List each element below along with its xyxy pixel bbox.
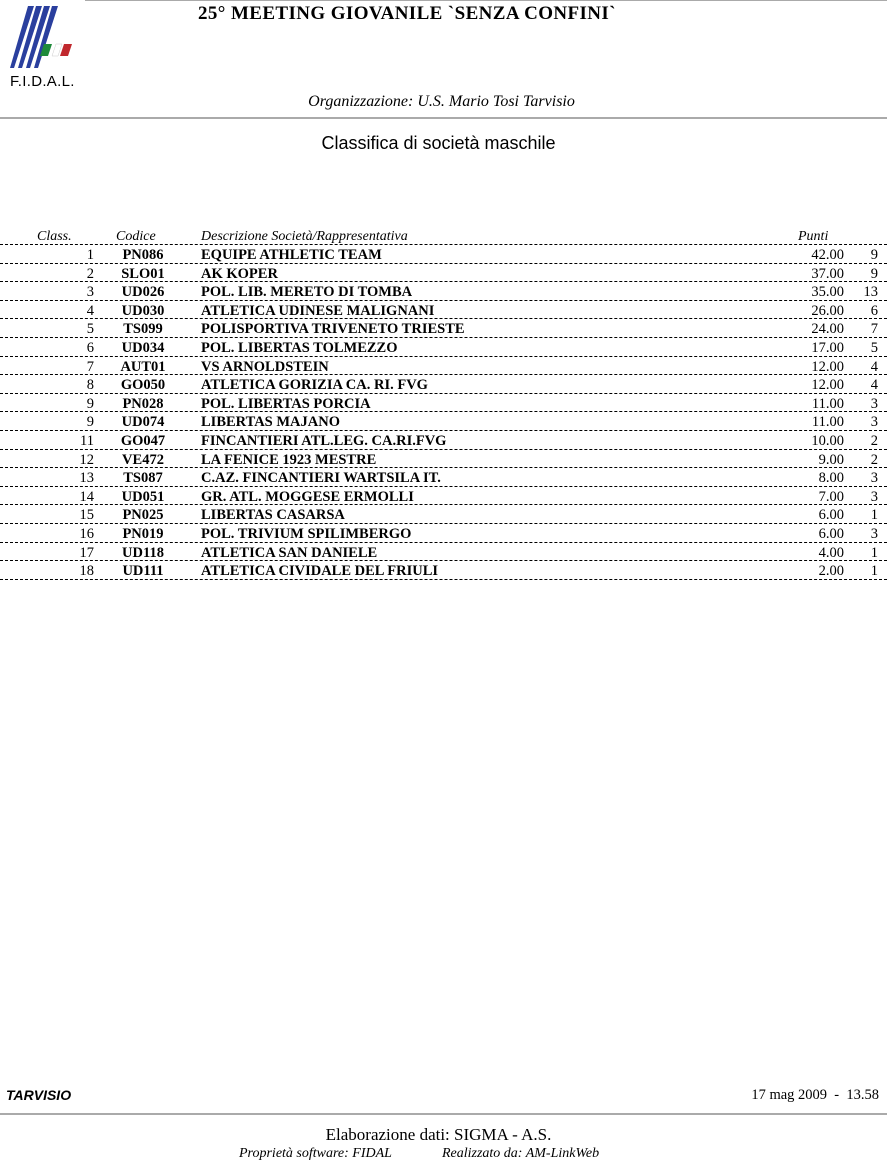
table-row	[0, 468, 887, 487]
row-count: 1	[870, 563, 878, 580]
row-points: 6.00	[818, 525, 844, 542]
table-row	[0, 357, 887, 376]
row-name: POLISPORTIVA TRIVENETO TRIESTE	[201, 321, 465, 338]
row-points: 8.00	[818, 470, 844, 487]
top-rule	[85, 0, 887, 1]
row-rank: 9	[86, 395, 94, 412]
row-code: PN019	[122, 525, 164, 542]
row-name: LA FENICE 1923 MESTRE	[201, 451, 377, 468]
row-code: GO050	[120, 377, 166, 394]
row-code: UD026	[121, 284, 165, 301]
row-code: SLO01	[121, 265, 165, 282]
row-code: PN025	[122, 507, 164, 524]
row-name: LIBERTAS MAJANO	[201, 414, 341, 431]
table-body	[0, 245, 887, 580]
row-rank: 17	[79, 544, 94, 561]
row-name: POL. TRIVIUM SPILIMBERGO	[201, 525, 412, 542]
row-count: 3	[870, 525, 878, 542]
row-points: 2.00	[818, 563, 844, 580]
header-points: Punti	[798, 229, 829, 244]
row-count: 3	[870, 395, 878, 412]
row-points: 10.00	[811, 432, 844, 449]
table-row	[0, 264, 887, 283]
row-code: AUT01	[120, 358, 166, 375]
logo-text: F.I.D.A.L.	[10, 73, 75, 90]
table-row	[0, 394, 887, 413]
row-count: 9	[870, 265, 878, 282]
row-rank: 13	[79, 470, 94, 487]
row-code: GO047	[120, 432, 166, 449]
row-count: 4	[870, 377, 878, 394]
row-points: 35.00	[811, 284, 844, 301]
table-row	[0, 450, 887, 469]
row-rank: 14	[79, 488, 94, 505]
row-rank: 18	[79, 563, 94, 580]
row-name: POL. LIBERTAS PORCIA	[201, 395, 371, 412]
row-count: 6	[870, 302, 878, 319]
row-rank: 6	[86, 339, 94, 356]
row-rank: 16	[79, 525, 94, 542]
row-name: ATLETICA CIVIDALE DEL FRIULI	[201, 563, 439, 580]
row-name: ATLETICA SAN DANIELE	[201, 544, 378, 561]
row-count: 1	[870, 544, 878, 561]
footer-elaboration: Elaborazione dati: SIGMA - A.S.	[325, 1125, 552, 1144]
row-rank: 15	[79, 507, 94, 524]
row-rank: 9	[86, 414, 94, 431]
header-code: Codice	[116, 229, 156, 244]
table-row	[0, 301, 887, 320]
row-code: PN086	[122, 247, 164, 263]
row-points: 24.00	[811, 321, 844, 338]
table-row	[0, 412, 887, 431]
row-code: PN028	[122, 395, 164, 412]
meeting-title: 25° MEETING GIOVANILE `SENZA CONFINI`	[198, 3, 616, 24]
row-code: UD030	[121, 302, 165, 319]
row-points: 9.00	[818, 451, 844, 468]
row-count: 1	[870, 507, 878, 524]
table-header	[0, 226, 887, 245]
row-count: 5	[870, 339, 878, 356]
row-name: EQUIPE ATHLETIC TEAM	[201, 247, 382, 263]
header-rank: Class.	[37, 229, 72, 244]
footer-software: Proprietà software: FIDAL	[239, 1146, 392, 1161]
row-name: ATLETICA GORIZIA CA. RI. FVG	[201, 377, 428, 394]
row-count: 3	[870, 414, 878, 431]
row-points: 11.00	[811, 414, 844, 431]
row-points: 12.00	[811, 377, 844, 394]
row-points: 12.00	[811, 358, 844, 375]
row-points: 17.00	[811, 339, 844, 356]
row-rank: 7	[86, 358, 94, 375]
row-name: VS ARNOLDSTEIN	[201, 358, 329, 375]
row-count: 2	[870, 432, 878, 449]
row-code: TS099	[123, 321, 163, 338]
row-code: UD074	[121, 414, 165, 431]
fidal-logo	[6, 4, 84, 94]
row-count: 13	[863, 284, 878, 301]
row-count: 3	[870, 488, 878, 505]
row-points: 6.00	[818, 507, 844, 524]
row-points: 4.00	[818, 544, 844, 561]
row-name: POL. LIB. MERETO DI TOMBA	[201, 284, 413, 301]
row-count: 7	[870, 321, 878, 338]
table-row	[0, 375, 887, 394]
row-points: 11.00	[811, 395, 844, 412]
row-count: 4	[870, 358, 878, 375]
row-points: 26.00	[811, 302, 844, 319]
organizer-text: Organizzazione: U.S. Mario Tosi Tarvisio	[308, 93, 575, 110]
header-description: Descrizione Società/Rappresentativa	[201, 229, 408, 244]
footer-realized: Realizzato da: AM-LinkWeb	[441, 1146, 600, 1161]
footer-rule	[0, 1113, 887, 1115]
fidal-logo-icon	[6, 4, 84, 74]
footer-place: TARVISIO	[6, 1087, 72, 1103]
row-name: GR. ATL. MOGGESE ERMOLLI	[201, 488, 414, 505]
header-rule	[0, 117, 887, 119]
footer-credits	[239, 1146, 599, 1162]
table-row	[0, 431, 887, 450]
table-row	[0, 561, 887, 580]
row-name: FINCANTIERI ATL.LEG. CA.RI.FVG	[201, 432, 447, 449]
table-row	[0, 543, 887, 562]
table-row	[0, 505, 887, 524]
row-rank: 1	[86, 247, 94, 263]
row-code: UD111	[122, 563, 164, 580]
row-rank: 11	[80, 432, 94, 449]
row-name: AK KOPER	[201, 265, 278, 282]
table-row	[0, 245, 887, 264]
row-rank: 4	[86, 302, 94, 319]
row-name: POL. LIBERTAS TOLMEZZO	[201, 339, 398, 356]
row-count: 9	[870, 247, 878, 263]
row-name: C.AZ. FINCANTIERI WARTSILA IT.	[201, 470, 441, 487]
table-row	[0, 338, 887, 357]
row-code: TS087	[123, 470, 163, 487]
table-row	[0, 487, 887, 506]
row-count: 3	[870, 470, 878, 487]
row-points: 42.00	[811, 247, 844, 263]
row-name: LIBERTAS CASARSA	[201, 507, 345, 524]
row-points: 7.00	[818, 488, 844, 505]
row-rank: 3	[86, 284, 94, 301]
table-row	[0, 319, 887, 338]
row-code: UD034	[121, 339, 165, 356]
footer-date: 17 mag 2009 - 13.58	[751, 1087, 879, 1103]
row-rank: 8	[86, 377, 94, 394]
ranking-table	[0, 226, 887, 580]
row-code: UD118	[122, 544, 164, 561]
row-count: 2	[870, 451, 878, 468]
row-name: ATLETICA UDINESE MALIGNANI	[201, 302, 435, 319]
table-row	[0, 282, 887, 301]
row-rank: 2	[86, 265, 94, 282]
row-rank: 5	[86, 321, 94, 338]
row-code: VE472	[122, 451, 164, 468]
organizer	[0, 93, 887, 111]
table-row	[0, 524, 887, 543]
row-code: UD051	[121, 488, 165, 505]
report-title: Classifica di società maschile	[321, 133, 556, 153]
row-points: 37.00	[811, 265, 844, 282]
row-rank: 12	[79, 451, 94, 468]
